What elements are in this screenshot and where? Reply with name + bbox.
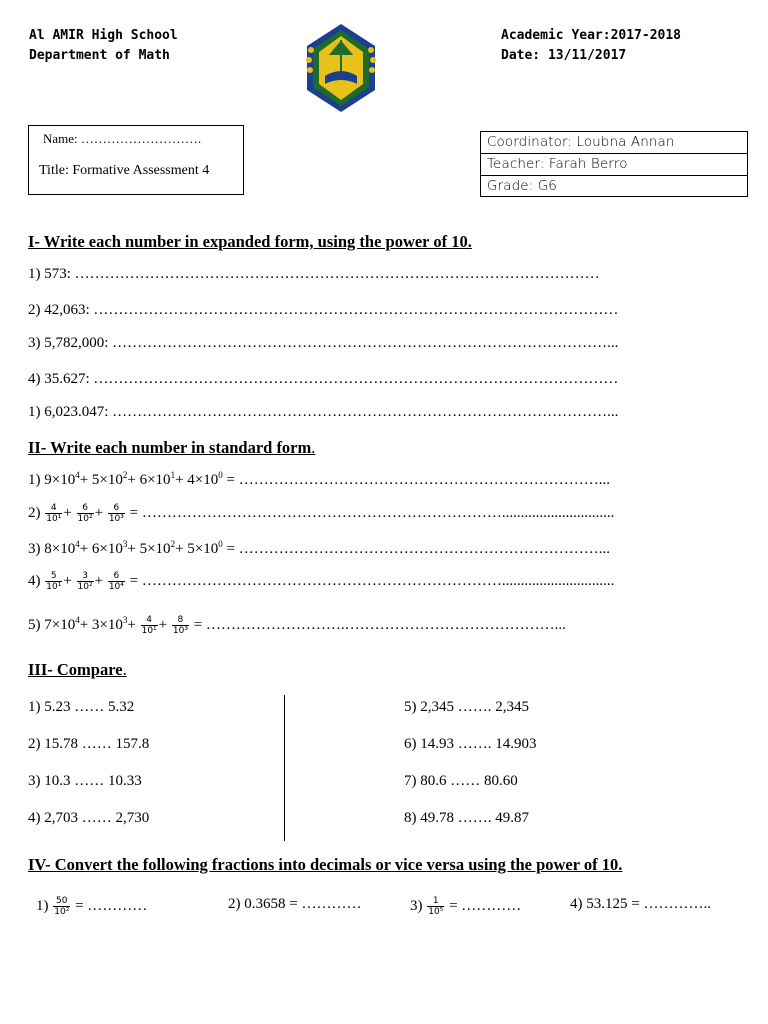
convert-item-4[interactable]: 4) 53.125 = ………….. <box>570 896 711 912</box>
department-name: Department of Math <box>29 48 170 63</box>
name-field[interactable]: Name: ………………………. <box>43 131 202 146</box>
section-1-heading: I- Write each number in expanded form, using the power of 10. <box>28 232 472 251</box>
column-divider <box>284 695 285 841</box>
fraction: $\frac{4}{\text{10¹}}$ <box>141 615 157 636</box>
academic-year: Academic Year:2017-2018 <box>501 28 682 43</box>
section-2-heading: II- Write each number in standard form. <box>28 438 316 457</box>
assessment-title: Title: Formative Assessment 4 <box>39 163 210 178</box>
convert-item-2[interactable]: 2) 0.3658 = ………… <box>228 896 362 912</box>
fraction: $\frac{5}{\text{10¹}}$ <box>46 571 62 592</box>
fraction: $\frac{50}{\text{10²}}$ <box>54 896 70 917</box>
expanded-form-item-4[interactable]: 4) 35.627: …………………………………………………………………………………………… <box>28 371 619 387</box>
fraction: $\frac{1}{\text{10⁵}}$ <box>428 896 444 917</box>
expanded-form-item-2[interactable]: 2) 42,063: …………………………………………………………………………………………… <box>28 302 619 318</box>
compare-item-5[interactable]: 5) 2,345 ……. 2,345 <box>404 699 529 715</box>
convert-item-3[interactable]: 3) $\frac{1}{\text{10⁵}}$ = ………… <box>410 896 522 917</box>
compare-item-4[interactable]: 4) 2,703 …… 2,730 <box>28 810 150 826</box>
teacher-row: Teacher: Farah Berro <box>481 154 747 176</box>
compare-item-3[interactable]: 3) 10.3 …… 10.33 <box>28 773 142 789</box>
compare-item-7[interactable]: 7) 80.6 …… 80.60 <box>404 773 518 789</box>
expanded-form-item-1[interactable]: 1) 573: …………………………………………………………………………………………… <box>28 266 600 282</box>
school-name: Al AMIR High School <box>29 28 178 43</box>
fraction: $\frac{6}{\text{10³}}$ <box>108 503 124 524</box>
student-info-box <box>28 125 244 195</box>
expanded-form-item-3[interactable]: 3) 5,782,000: ………………………………………………………………………………………... <box>28 335 619 351</box>
standard-form-item-3[interactable]: 3) $8\times 10^4+ 6\times 10^3+ 5\times 10^2+ 5\times 10^0$ = ………………………………………………………………... <box>28 539 610 557</box>
standard-form-item-5[interactable]: 5) $7\times 10^4+ 3\times 10^3+$ $\frac{4}{\text{10¹}}$ + $\frac{8}{\text{10³}}$ = ……………………….……………………………………... <box>28 614 566 636</box>
school-crest-icon <box>301 20 381 120</box>
grade-row: Grade: G6 <box>487 178 557 194</box>
class-info-box <box>480 131 748 197</box>
section-3-heading: III- Compare. <box>28 660 127 679</box>
coordinator-row: Coordinator: Loubna Annan <box>481 132 747 154</box>
compare-item-6[interactable]: 6) 14.93 ……. 14.903 <box>404 736 537 752</box>
fraction: $\frac{6}{\text{10⁴}}$ <box>108 571 124 592</box>
compare-item-2[interactable]: 2) 15.78 …… 157.8 <box>28 736 150 752</box>
date: Date: 13/11/2017 <box>501 48 627 63</box>
standard-form-item-2[interactable]: 2) $\frac{4}{\text{10¹}}$ + $\frac{6}{\text{10²}}$ + $\frac{6}{\text{10³}}$ = ……………………………………………………………….............................. <box>28 503 615 524</box>
fraction: $\frac{8}{\text{10³}}$ <box>172 615 188 636</box>
convert-item-1[interactable]: 1) $\frac{50}{\text{10²}}$ = ………… <box>36 896 148 917</box>
standard-form-item-4[interactable]: 4) $\frac{5}{\text{10¹}}$ + $\frac{3}{\text{10²}}$ + $\frac{6}{\text{10⁴}}$ = ……………………………………………………………….............................. <box>28 571 615 592</box>
compare-item-1[interactable]: 1) 5.23 …… 5.32 <box>28 699 135 715</box>
fraction: $\frac{6}{\text{10²}}$ <box>77 503 93 524</box>
fraction: $\frac{4}{\text{10¹}}$ <box>46 503 62 524</box>
section-4-heading: IV- Convert the following fractions into decimals or vice versa using the power of 10. <box>28 855 623 874</box>
compare-item-8[interactable]: 8) 49.78 ……. 49.87 <box>404 810 529 826</box>
expanded-form-item-5[interactable]: 1) 6,023.047: ………………………………………………………………………………………... <box>28 404 619 420</box>
fraction: $\frac{3}{\text{10²}}$ <box>77 571 93 592</box>
standard-form-item-1[interactable]: 1) $9\times 10^4+ 5\times 10^2+ 6\times 10^1+ 4\times 10^0$ = ………………………………………………………………... <box>28 470 610 488</box>
